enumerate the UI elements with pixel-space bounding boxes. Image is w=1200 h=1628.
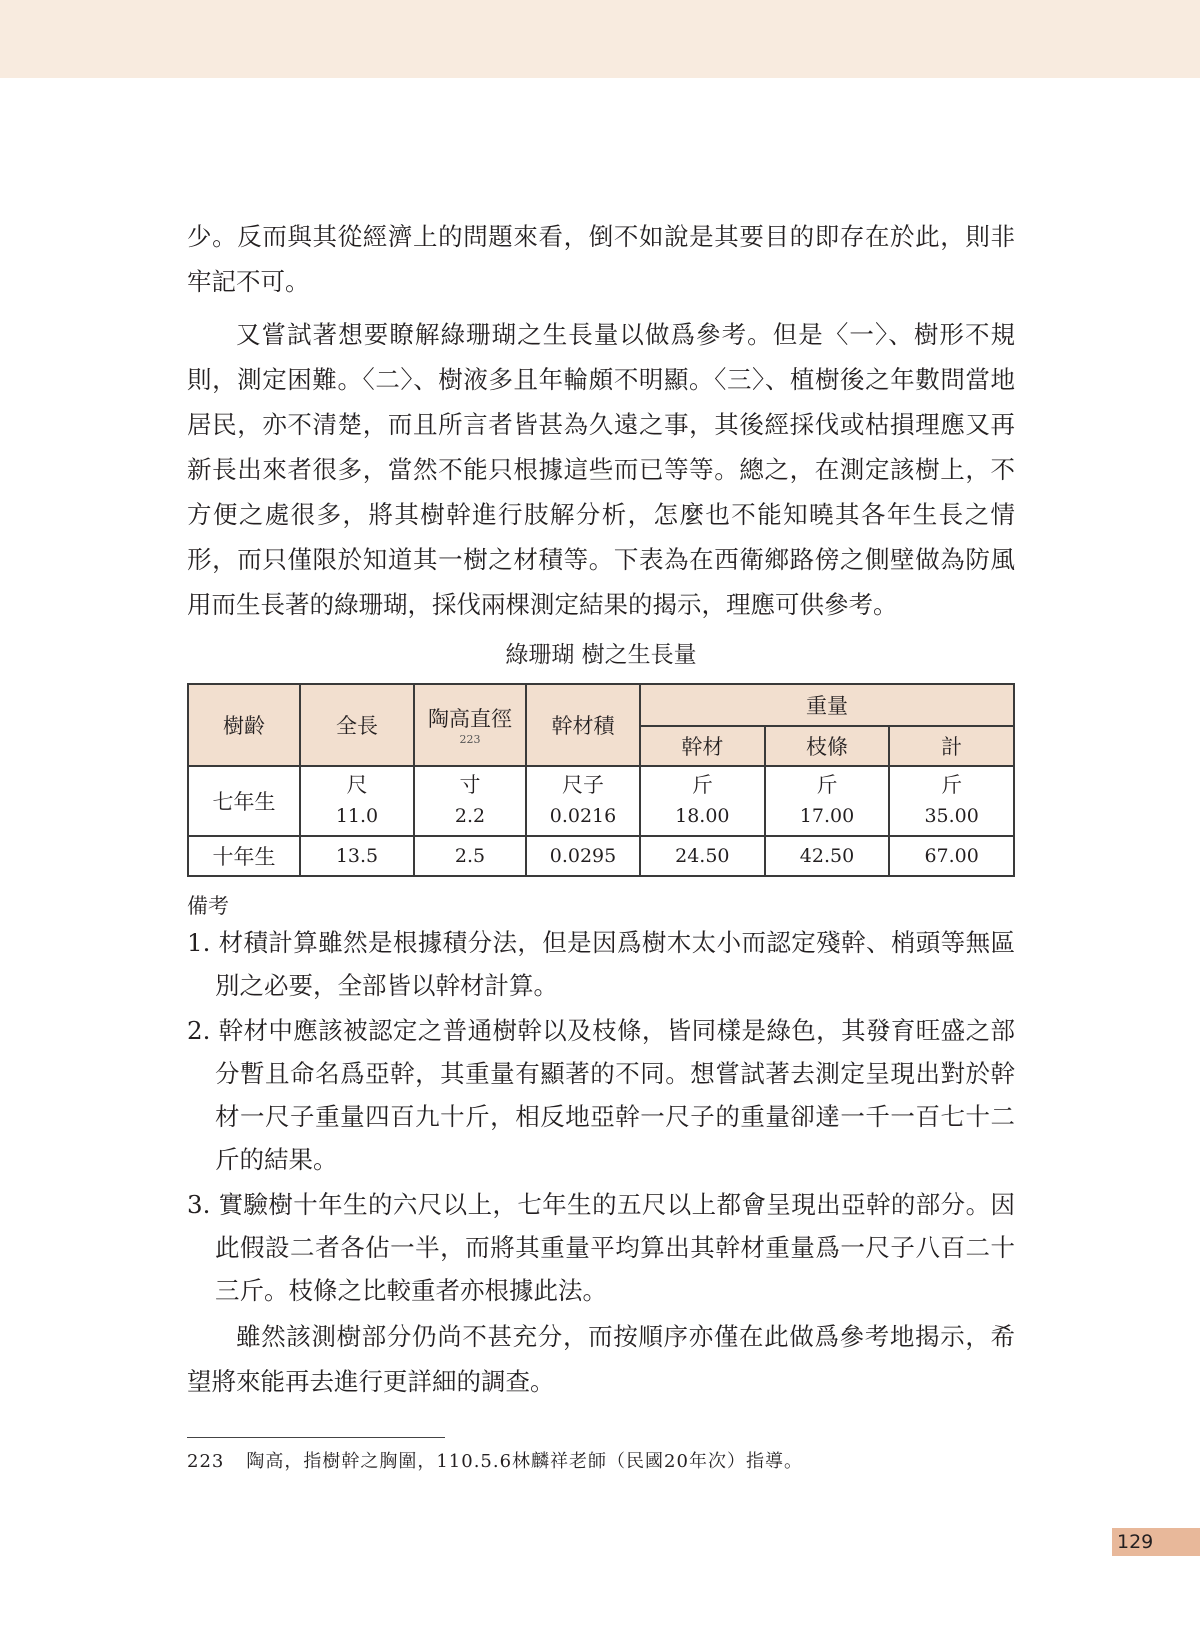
row-age: 七年生 (188, 766, 300, 836)
paragraph-1: 少。反而與其從經濟上的問題來看，倒不如說是其要目的即存在於此，則非牢記不可。 (187, 222, 1015, 296)
unit-label: 斤 (691, 773, 713, 797)
row-age: 十年生 (188, 836, 300, 876)
footnote-ref: 223 (459, 733, 481, 746)
growth-table (187, 683, 1015, 877)
remark-item-1: 1. 材積計算雖然是根據積分法，但是因爲樹木太小而認定殘幹、梢頭等無區別之必要，全部皆以幹材計算。 (187, 928, 1015, 1000)
unit-label: 尺 (346, 773, 368, 797)
header-volume: 幹材積 (526, 684, 640, 766)
table-title: 綠珊瑚 樹之生長量 (505, 642, 697, 668)
cell-volume: 0.0295 (526, 836, 640, 876)
table-row (188, 836, 1014, 876)
cell-diameter: 2.5 (414, 836, 526, 876)
cell-branch: 42.50 (765, 836, 890, 876)
remarks-list (187, 921, 1015, 1312)
cell-branch (765, 766, 890, 836)
cell-value: 17.00 (799, 805, 855, 827)
cell-length (300, 766, 414, 836)
header-total: 計 (889, 726, 1014, 766)
top-header-band (0, 0, 1200, 78)
footnote-text: 陶高，指樹幹之胸圍，110.5.6林麟祥老師（民國20年次）指導。 (246, 1451, 803, 1472)
cell-trunk: 24.50 (640, 836, 765, 876)
cell-total (889, 766, 1014, 836)
cell-length: 13.5 (300, 836, 414, 876)
cell-value: 18.00 (675, 805, 730, 827)
header-weight: 重量 (640, 684, 1014, 726)
page-body (187, 214, 1015, 1404)
cell-value: 0.0216 (549, 805, 617, 827)
paragraph-2: 又嘗試著想要瞭解綠珊瑚之生長量以做爲參考。但是〈一〉、樹形不規則，測定困難。〈二〉、樹液多且年輪頗不明顯。〈三〉、植樹後之年數問當地居民，亦不清楚，而且所言者皆甚為久遠之事，其後經採伐或枯損理應又再新長出來者很多，當然不能只根據這些而已等等。總之，在測定該樹上，不方便之處很多，將其樹幹進行肢解分析，怎麼也不能知曉其各年生長之情形，而只僅限於知道其一樹之材積等。下表為在西衛鄉路傍之側壁做為防風用而生長著的綠珊瑚，採伐兩棵測定結果的揭示，理應可供參考。 (187, 320, 1015, 619)
table-row (188, 766, 1014, 836)
unit-label: 尺子 (562, 773, 604, 797)
cell-value: 11.0 (335, 805, 379, 827)
footnote-divider (187, 1437, 445, 1438)
header-age: 樹齡 (188, 684, 300, 766)
remarks-label: 備考 (187, 894, 229, 918)
cell-trunk (640, 766, 765, 836)
remark-item-3: 3. 實驗樹十年生的六尺以上，七年生的五尺以上都會呈現出亞幹的部分。因此假設二者各佔一半，而將其重量平均算出其幹材重量爲一尺子八百二十三斤。枝條之比較重者亦根據此法。 (187, 1190, 1015, 1305)
cell-value: 35.00 (924, 805, 979, 827)
cell-total: 67.00 (889, 836, 1014, 876)
footnote (187, 1449, 803, 1475)
unit-label: 斤 (941, 773, 963, 797)
unit-label: 斤 (816, 773, 838, 797)
header-diameter-label: 陶高直徑 (428, 707, 512, 731)
footnote-number: 223 (187, 1451, 225, 1472)
cell-volume (526, 766, 640, 836)
page-number: 129 (1117, 1531, 1154, 1553)
cell-value: 2.2 (454, 805, 486, 827)
header-length: 全長 (300, 684, 414, 766)
closing-paragraph: 雖然該測樹部分仍尚不甚充分，而按順序亦僅在此做爲參考地揭示，希望將來能再去進行更詳細的調查。 (187, 1322, 1015, 1396)
header-diameter (414, 684, 526, 766)
header-trunk: 幹材 (640, 726, 765, 766)
remark-item-2: 2. 幹材中應該被認定之普通樹幹以及枝條，皆同樣是綠色，其發育旺盛之部分暫且命名爲亞幹，其重量有顯著的不同。想嘗試著去測定呈現出對於幹材一尺子重量四百九十斤，相反地亞幹一尺子的重量卻達一千一百七十二斤的結果。 (187, 1016, 1015, 1174)
unit-label: 寸 (459, 773, 481, 797)
header-branch: 枝條 (765, 726, 890, 766)
cell-diameter (414, 766, 526, 836)
